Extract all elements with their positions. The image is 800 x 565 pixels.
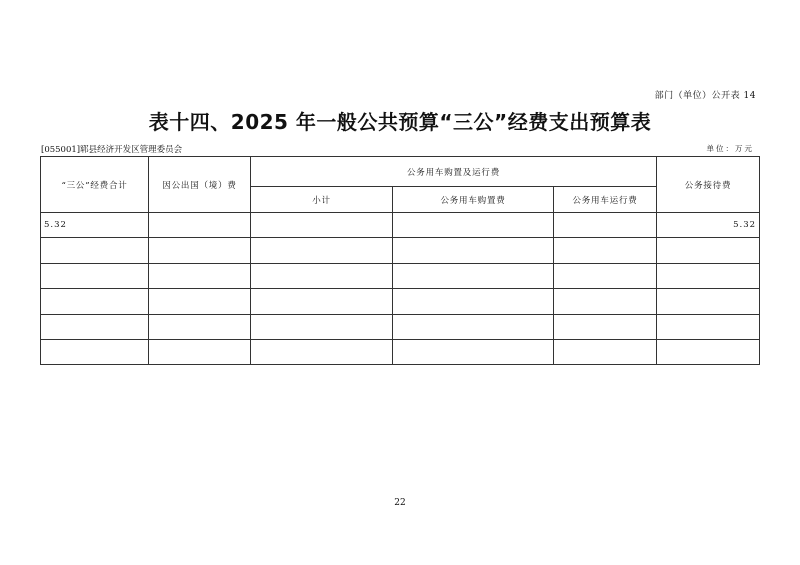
cell-subtotal — [251, 238, 393, 263]
cell-abroad — [149, 213, 251, 238]
header-total: “三公”经费合计 — [41, 157, 149, 213]
cell-subtotal — [251, 263, 393, 288]
cell-total — [41, 289, 149, 314]
header-abroad: 因公出国（境）费 — [149, 157, 251, 213]
cell-operation — [554, 238, 657, 263]
cell-purchase — [393, 289, 554, 314]
cell-purchase — [393, 314, 554, 339]
cell-abroad — [149, 339, 251, 364]
table-row — [41, 339, 760, 364]
cell-subtotal — [251, 213, 393, 238]
cell-reception — [657, 314, 760, 339]
cell-reception — [657, 289, 760, 314]
cell-purchase — [393, 238, 554, 263]
cell-abroad — [149, 238, 251, 263]
cell-abroad — [149, 314, 251, 339]
table-row — [41, 213, 760, 238]
cell-operation — [554, 263, 657, 288]
header-vehicle-purchase: 公务用车购置费 — [393, 187, 554, 213]
table-row — [41, 314, 760, 339]
cell-total — [41, 314, 149, 339]
header-vehicle-group: 公务用车购置及运行费 — [251, 157, 657, 187]
unit-name: [055001]郓县经济开发区管理委员会 — [41, 145, 183, 155]
cell-total — [41, 339, 149, 364]
cell-subtotal — [251, 339, 393, 364]
cell-total — [41, 238, 149, 263]
cell-reception: 5.32 — [657, 213, 760, 238]
header-vehicle-operation: 公务用车运行费 — [554, 187, 657, 213]
cell-abroad — [149, 289, 251, 314]
unit-label: 单位：万元 — [706, 144, 754, 153]
form-number: 部门（单位）公开表 14 — [654, 91, 756, 101]
cell-total — [41, 263, 149, 288]
cell-reception — [657, 238, 760, 263]
table-row — [41, 289, 760, 314]
cell-subtotal — [251, 289, 393, 314]
cell-total: 5.32 — [41, 213, 149, 238]
table-row — [41, 238, 760, 263]
cell-abroad — [149, 263, 251, 288]
cell-reception — [657, 263, 760, 288]
cell-purchase — [393, 263, 554, 288]
page-title: 表十四、2025 年一般公共预算“三公”经费支出预算表 — [148, 110, 652, 134]
cell-purchase — [393, 213, 554, 238]
cell-reception — [657, 339, 760, 364]
table-row — [41, 263, 760, 288]
header-reception: 公务接待费 — [657, 157, 760, 213]
page-number: 22 — [394, 498, 406, 508]
cell-operation — [554, 289, 657, 314]
cell-subtotal — [251, 314, 393, 339]
cell-operation — [554, 213, 657, 238]
cell-operation — [554, 339, 657, 364]
cell-operation — [554, 314, 657, 339]
budget-table — [40, 156, 760, 365]
cell-purchase — [393, 339, 554, 364]
header-vehicle-subtotal: 小计 — [251, 187, 393, 213]
